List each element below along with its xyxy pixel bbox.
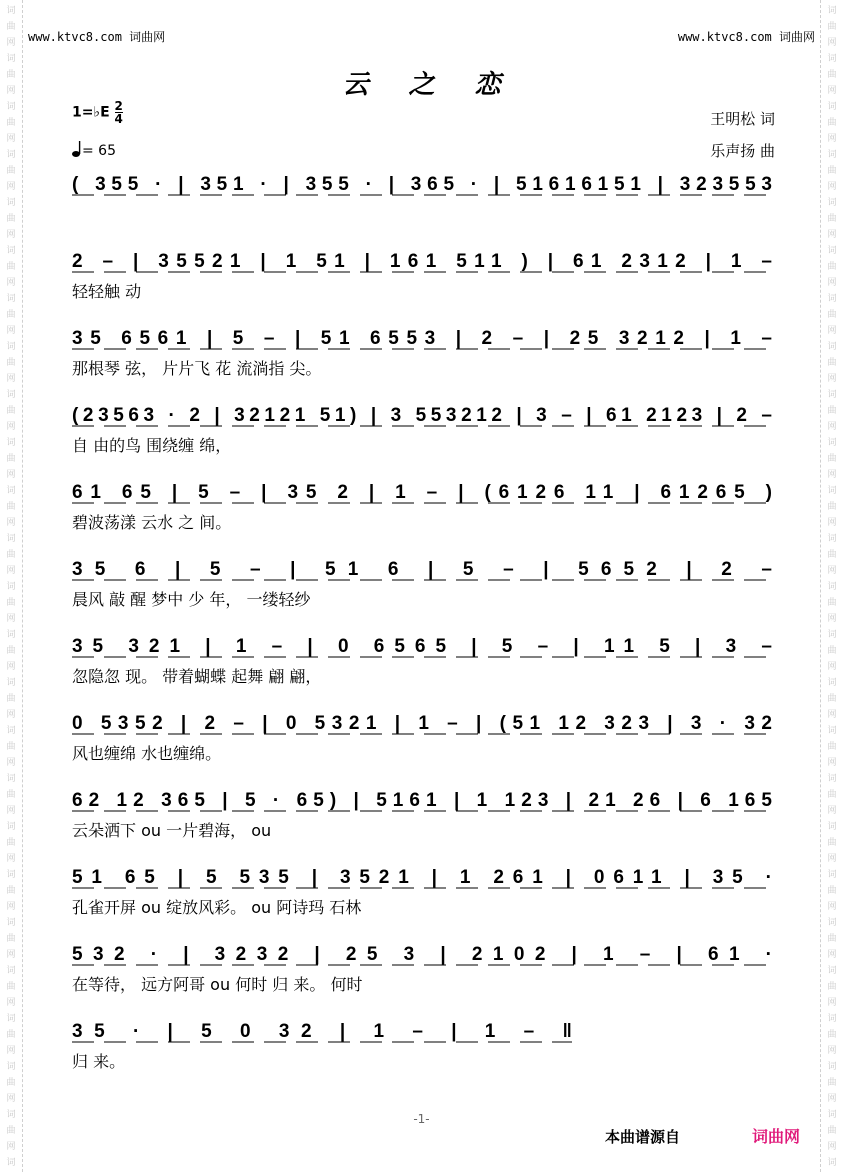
watermark-char: 曲 bbox=[6, 310, 16, 320]
watermark-char: 曲 bbox=[827, 310, 837, 320]
lyric-line: 忽隐忽 现。 带着蝴蝶 起舞 翩 翩， bbox=[72, 667, 322, 686]
notation-line: 532 · | 3232 | 25 3 | 2102 | 1 – | 61 · bbox=[72, 944, 772, 965]
watermark-char: 网 bbox=[827, 614, 837, 624]
watermark-char: 网 bbox=[6, 326, 16, 336]
lyric-line: 那根琴 弦， 片片飞 花 流淌指 尖。 bbox=[72, 359, 322, 378]
watermark-char: 网 bbox=[6, 998, 16, 1008]
watermark-char: 词 bbox=[827, 1110, 837, 1120]
time-signature-top: 2 bbox=[114, 99, 123, 113]
watermark-char: 曲 bbox=[6, 358, 16, 368]
watermark-char: 曲 bbox=[6, 1126, 16, 1136]
watermark-char: 网 bbox=[827, 1094, 837, 1104]
score-row bbox=[72, 328, 772, 378]
score-area bbox=[0, 160, 843, 1100]
watermark-char: 曲 bbox=[6, 118, 16, 128]
watermark-char: 网 bbox=[827, 1046, 837, 1056]
score-row bbox=[72, 482, 772, 532]
watermark-char: 网 bbox=[827, 470, 837, 480]
source-label: 本曲谱源自 bbox=[605, 1128, 681, 1146]
watermark-char: 网 bbox=[827, 902, 837, 912]
notation-line: ( 355 · | 351 · | 355 · | 365 · | 51616151 | 323553 bbox=[72, 174, 773, 195]
watermark-char: 曲 bbox=[827, 1030, 837, 1040]
watermark-char: 网 bbox=[6, 134, 16, 144]
score-row bbox=[72, 174, 772, 195]
watermark-char: 曲 bbox=[6, 646, 16, 656]
watermark-char: 词 bbox=[827, 630, 837, 640]
watermark-char: 曲 bbox=[827, 1078, 837, 1088]
watermark-char: 曲 bbox=[6, 598, 16, 608]
watermark-char: 曲 bbox=[6, 70, 16, 80]
score-row bbox=[72, 944, 772, 994]
watermark-char: 网 bbox=[6, 902, 16, 912]
watermark-char: 词 bbox=[827, 726, 837, 736]
watermark-char: 网 bbox=[6, 86, 16, 96]
watermark-char: 词 bbox=[827, 342, 837, 352]
watermark-char: 曲 bbox=[6, 982, 16, 992]
watermark-char: 网 bbox=[827, 134, 837, 144]
watermark-char: 词 bbox=[827, 534, 837, 544]
score-row bbox=[72, 559, 772, 609]
site-url-right[interactable]: www.ktvc8.com 词曲网 bbox=[677, 30, 815, 44]
watermark-char: 词 bbox=[827, 390, 837, 400]
watermark-char: 曲 bbox=[6, 214, 16, 224]
watermark-char: 网 bbox=[827, 86, 837, 96]
lyricist-credit: 王明松 词 bbox=[710, 110, 775, 128]
watermark-char: 词 bbox=[6, 870, 16, 880]
watermark-char: 曲 bbox=[6, 886, 16, 896]
watermark-char: 词 bbox=[827, 582, 837, 592]
lyric-line: 云朵洒下 ou 一片碧海， ou bbox=[72, 821, 272, 840]
watermark-char: 曲 bbox=[827, 502, 837, 512]
notation-line: 35 6561 | 5 – | 51 6553 | 2 – | 25 3212 | 1 – bbox=[72, 328, 772, 349]
watermark-char: 词 bbox=[827, 1158, 837, 1168]
watermark-char: 网 bbox=[827, 374, 837, 384]
watermark-char: 词 bbox=[6, 630, 16, 640]
watermark-char: 曲 bbox=[6, 262, 16, 272]
site-url-left[interactable]: www.ktvc8.com 词曲网 bbox=[28, 30, 166, 44]
lyric-line: 孔雀开屏 ou 绽放风彩。 ou 阿诗玛 石林 bbox=[72, 898, 362, 917]
watermark-char: 词 bbox=[6, 486, 16, 496]
time-signature-bottom: 4 bbox=[114, 112, 123, 126]
lyric-line: 在等待， 远方阿哥 ou 何时 归 来。 何时 bbox=[72, 975, 363, 994]
watermark-char: 词 bbox=[6, 1110, 16, 1120]
composer-credit: 乐声扬 曲 bbox=[710, 142, 775, 160]
source-site-link[interactable]: 词曲网 bbox=[752, 1127, 801, 1146]
key-prefix: 1= bbox=[72, 104, 94, 121]
notation-line: 51 65 | 5 535 | 3521 | 1 261 | 0611 | 35 · bbox=[72, 867, 772, 888]
watermark-char: 网 bbox=[827, 326, 837, 336]
lyric-line: 归 来。 bbox=[72, 1052, 126, 1071]
lyric-line: 轻轻触 动 bbox=[72, 282, 142, 301]
watermark-char: 词 bbox=[827, 1014, 837, 1024]
watermark-char: 曲 bbox=[827, 790, 837, 800]
lyric-line: 自 由的鸟 围绕缠 绵， bbox=[72, 436, 232, 455]
notation-line: 62 12 365 | 5 · 65) | 5161 | 1 123 | 21 26 | 6 165 bbox=[72, 790, 772, 811]
watermark-char: 网 bbox=[827, 38, 837, 48]
watermark-char: 网 bbox=[6, 230, 16, 240]
watermark-char: 词 bbox=[6, 102, 16, 112]
watermark-char: 曲 bbox=[827, 262, 837, 272]
watermark-char: 词 bbox=[6, 918, 16, 928]
watermark-char: 网 bbox=[6, 758, 16, 768]
notation-line: 35 · | 5 0 32 | 1 – | 1 – ‖ bbox=[72, 1021, 573, 1042]
watermark-char: 网 bbox=[827, 566, 837, 576]
watermark-char: 词 bbox=[827, 6, 837, 16]
watermark-char: 网 bbox=[6, 1094, 16, 1104]
watermark-char: 网 bbox=[827, 950, 837, 960]
notation-line: (23563 · 2 | 32121 51) | 3 553212 | 3 – | 61 2123 | 2 – bbox=[72, 405, 773, 426]
key-name: ♭E bbox=[93, 104, 110, 121]
notation-line: 0 5352 | 2 – | 0 5321 | 1 – | (51 12 323 | 3 · 32 bbox=[72, 713, 772, 734]
watermark-char: 曲 bbox=[827, 934, 837, 944]
watermark-char: 词 bbox=[827, 822, 837, 832]
watermark-char: 曲 bbox=[6, 406, 16, 416]
lyric-line: 晨风 敲 醒 梦中 少 年， 一缕轻纱 bbox=[72, 590, 311, 609]
watermark-char: 词 bbox=[827, 918, 837, 928]
watermark-char: 词 bbox=[827, 678, 837, 688]
watermark-char: 词 bbox=[6, 54, 16, 64]
watermark-char: 词 bbox=[6, 1158, 16, 1168]
quarter-note-icon bbox=[72, 140, 82, 158]
watermark-char: 曲 bbox=[827, 694, 837, 704]
watermark-char: 曲 bbox=[827, 886, 837, 896]
watermark-char: 词 bbox=[6, 822, 16, 832]
watermark-char: 曲 bbox=[827, 598, 837, 608]
song-title: 云之恋 bbox=[342, 70, 541, 100]
score-row bbox=[72, 251, 772, 301]
score-row bbox=[72, 867, 772, 917]
watermark-char: 词 bbox=[6, 1014, 16, 1024]
watermark-char: 词 bbox=[827, 966, 837, 976]
watermark-char: 曲 bbox=[6, 694, 16, 704]
watermark-char: 曲 bbox=[6, 502, 16, 512]
watermark-char: 曲 bbox=[6, 934, 16, 944]
watermark-char: 曲 bbox=[827, 982, 837, 992]
watermark-char: 词 bbox=[6, 6, 16, 16]
watermark-char: 曲 bbox=[827, 454, 837, 464]
watermark-char: 网 bbox=[6, 1046, 16, 1056]
watermark-char: 网 bbox=[6, 854, 16, 864]
watermark-char: 网 bbox=[6, 806, 16, 816]
notation-line: 35 6 | 5 – | 51 6 | 5 – | 5652 | 2 – bbox=[72, 559, 773, 580]
watermark-char: 曲 bbox=[6, 790, 16, 800]
watermark-char: 曲 bbox=[827, 742, 837, 752]
page-number: -1- bbox=[413, 1112, 430, 1126]
watermark-char: 曲 bbox=[6, 1030, 16, 1040]
watermark-char: 曲 bbox=[6, 166, 16, 176]
score-row bbox=[72, 790, 772, 840]
watermark-char: 词 bbox=[827, 102, 837, 112]
watermark-char: 词 bbox=[827, 774, 837, 784]
watermark-char: 曲 bbox=[827, 406, 837, 416]
watermark-char: 网 bbox=[6, 710, 16, 720]
watermark-char: 曲 bbox=[6, 742, 16, 752]
watermark-char: 词 bbox=[6, 966, 16, 976]
watermark-char: 词 bbox=[6, 774, 16, 784]
watermark-char: 曲 bbox=[827, 1126, 837, 1136]
watermark-char: 网 bbox=[6, 278, 16, 288]
watermark-char: 词 bbox=[6, 438, 16, 448]
watermark-char: 词 bbox=[827, 870, 837, 880]
watermark-char: 词 bbox=[827, 54, 837, 64]
watermark-char: 网 bbox=[827, 422, 837, 432]
watermark-char: 曲 bbox=[6, 838, 16, 848]
watermark-char: 词 bbox=[6, 294, 16, 304]
watermark-char: 曲 bbox=[6, 1078, 16, 1088]
watermark-char: 网 bbox=[6, 1142, 16, 1152]
watermark-char: 网 bbox=[827, 854, 837, 864]
key-signature bbox=[72, 100, 123, 125]
watermark-char: 词 bbox=[827, 1062, 837, 1072]
watermark-char: 网 bbox=[6, 662, 16, 672]
watermark-char: 词 bbox=[6, 678, 16, 688]
watermark-char: 网 bbox=[827, 518, 837, 528]
watermark-char: 词 bbox=[6, 390, 16, 400]
notation-line: 2 – | 35521 | 1 51 | 161 511 ) | 61 2312 | 1 – bbox=[72, 251, 773, 272]
watermark-char: 词 bbox=[6, 582, 16, 592]
watermark-char: 曲 bbox=[827, 838, 837, 848]
watermark-char: 网 bbox=[6, 374, 16, 384]
notation-line: 35 321 | 1 – | 0 6565 | 5 – | 11 5 | 3 – bbox=[72, 636, 772, 657]
watermark-char: 网 bbox=[6, 182, 16, 192]
watermark-char: 曲 bbox=[827, 646, 837, 656]
watermark-char: 网 bbox=[827, 710, 837, 720]
watermark-char: 曲 bbox=[6, 22, 16, 32]
watermark-char: 词 bbox=[6, 246, 16, 256]
score-row bbox=[72, 636, 772, 686]
watermark-char: 网 bbox=[827, 230, 837, 240]
watermark-char: 网 bbox=[827, 998, 837, 1008]
watermark-char: 网 bbox=[6, 518, 16, 528]
watermark-char: 词 bbox=[827, 198, 837, 208]
watermark-char: 曲 bbox=[6, 550, 16, 560]
lyric-line: 碧波荡漾 云水 之 间。 bbox=[72, 513, 232, 532]
watermark-char: 网 bbox=[6, 614, 16, 624]
watermark-char: 网 bbox=[6, 38, 16, 48]
watermark-char: 词 bbox=[827, 486, 837, 496]
watermark-char: 曲 bbox=[827, 166, 837, 176]
watermark-char: 词 bbox=[6, 726, 16, 736]
watermark-char: 网 bbox=[827, 662, 837, 672]
watermark-char: 曲 bbox=[827, 358, 837, 368]
watermark-char: 词 bbox=[6, 198, 16, 208]
score-row bbox=[72, 1021, 572, 1071]
watermark-char: 网 bbox=[6, 950, 16, 960]
watermark-char: 网 bbox=[827, 758, 837, 768]
watermark-char: 词 bbox=[6, 342, 16, 352]
watermark-char: 词 bbox=[827, 246, 837, 256]
time-signature bbox=[115, 100, 123, 125]
watermark-char: 词 bbox=[6, 150, 16, 160]
score-row bbox=[72, 713, 772, 763]
watermark-char: 网 bbox=[6, 566, 16, 576]
watermark-char: 词 bbox=[827, 438, 837, 448]
watermark-char: 曲 bbox=[827, 22, 837, 32]
watermark-char: 曲 bbox=[827, 70, 837, 80]
watermark-char: 网 bbox=[6, 422, 16, 432]
tempo-marking bbox=[72, 140, 116, 159]
watermark-char: 词 bbox=[827, 294, 837, 304]
watermark-char: 词 bbox=[6, 1062, 16, 1072]
score-row bbox=[72, 405, 772, 455]
lyric-line: 风也缠绵 水也缠绵。 bbox=[72, 744, 222, 763]
watermark-char: 曲 bbox=[6, 454, 16, 464]
watermark-char: 词 bbox=[827, 150, 837, 160]
notation-line: 61 65 | 5 – | 35 2 | 1 – | (6126 11 | 61265 ) bbox=[72, 482, 772, 503]
watermark-char: 网 bbox=[827, 182, 837, 192]
watermark-char: 网 bbox=[827, 1142, 837, 1152]
tempo-value: = 65 bbox=[82, 143, 116, 159]
watermark-char: 网 bbox=[827, 278, 837, 288]
watermark-char: 词 bbox=[6, 534, 16, 544]
watermark-char: 网 bbox=[827, 806, 837, 816]
watermark-char: 网 bbox=[6, 470, 16, 480]
watermark-char: 曲 bbox=[827, 118, 837, 128]
watermark-char: 曲 bbox=[827, 214, 837, 224]
watermark-char: 曲 bbox=[827, 550, 837, 560]
